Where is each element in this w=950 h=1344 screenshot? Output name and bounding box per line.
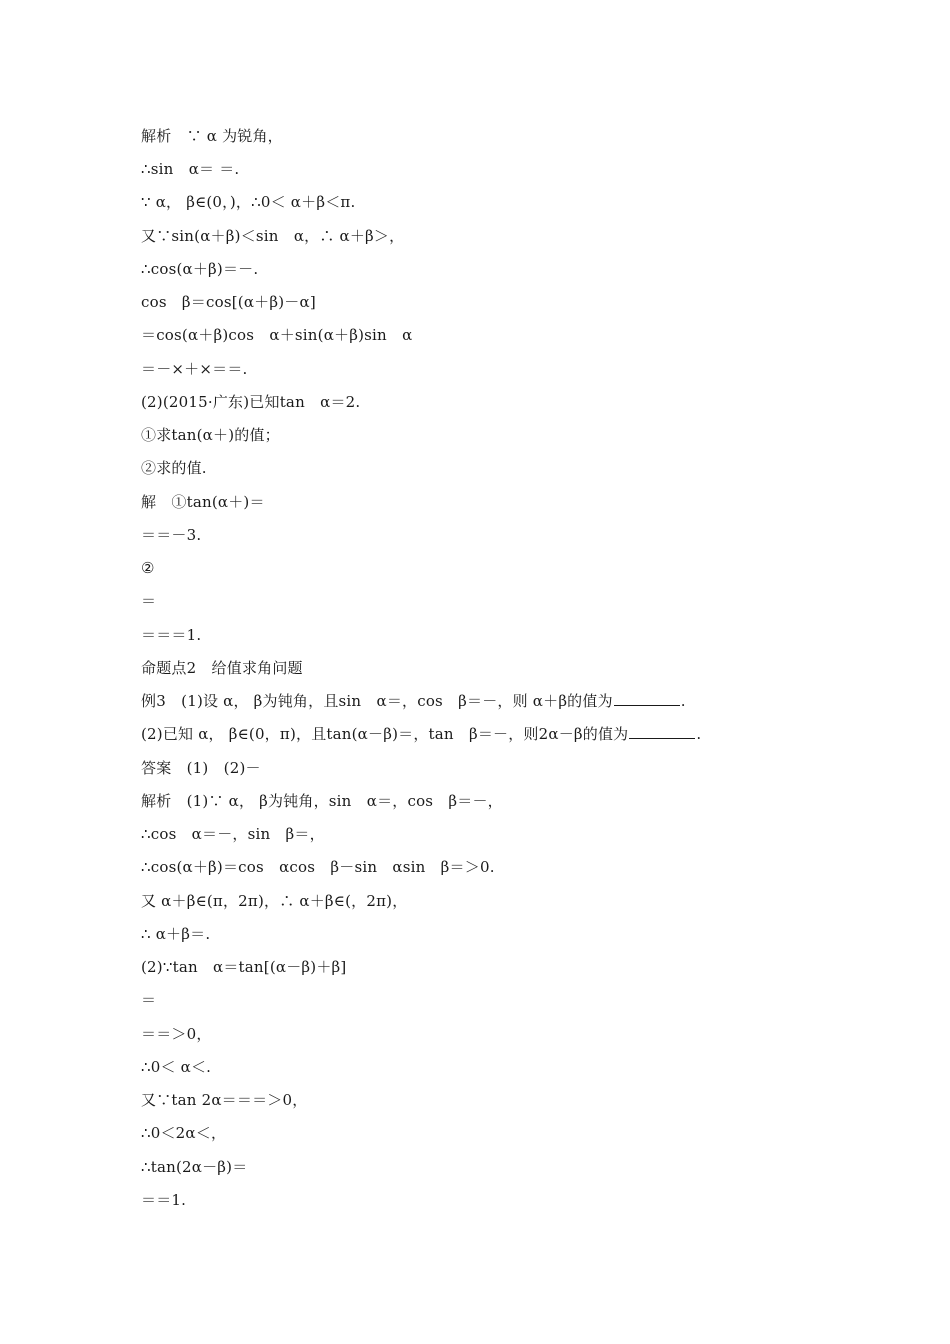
text-line: 又∵tan 2α＝＝＝＞0，	[141, 1091, 308, 1109]
text-line: ∵ α， β∈(0，)，∴0＜ α＋β＜π.	[141, 193, 356, 211]
text-line: ＝	[141, 592, 157, 610]
text-line: ∴cos(α＋β)＝－.	[141, 260, 259, 278]
text-line: ②	[141, 559, 155, 577]
text-line: ∴0＜2α＜，	[141, 1124, 227, 1142]
text-line: ＝	[141, 991, 157, 1009]
example-line	[141, 691, 686, 711]
text-line: ＝＝＝1.	[141, 626, 202, 644]
text-line: ＝＝－3.	[141, 526, 202, 544]
text-line: ＝＝＞0，	[141, 1025, 212, 1043]
text-line: cos β＝cos[(α＋β)－α]	[141, 293, 316, 311]
answer-blank	[614, 691, 680, 706]
example-line	[141, 724, 701, 744]
text-line: (2)∵tan α＝tan[(α－β)＋β]	[141, 958, 347, 976]
text-line: 解析 (1)∵ α， β为钝角，sin α＝，cos β＝－，	[141, 792, 503, 810]
text-line: ＝cos(α＋β)cos α＋sin(α＋β)sin α	[141, 326, 413, 344]
example3-part1-text: 例3 (1)设 α， β为钝角，且sin α＝，cos β＝－，则 α＋β的值为	[141, 692, 613, 710]
text-line: ＝－×＋×＝＝.	[141, 360, 248, 378]
text-line: 又∵sin(α＋β)＜sin α，∴ α＋β＞，	[141, 227, 405, 245]
example3-part2-text: (2)已知 α， β∈(0，π)，且tan(α－β)＝，tan β＝－，则2α－β的值为	[141, 725, 629, 743]
text-line: ②求的值.	[141, 459, 207, 477]
text-line: ∴tan(2α－β)＝	[141, 1158, 248, 1176]
text-line: 解析 ∵ α 为锐角，	[141, 127, 283, 145]
text-line: ＝＝1.	[141, 1191, 187, 1209]
text-line: ∴0＜ α＜.	[141, 1058, 212, 1076]
section-heading: 命题点2 给值求角问题	[141, 659, 303, 677]
text-line: ①求tan(α＋)的值；	[141, 426, 280, 444]
text-line: 答案 (1) (2)－	[141, 759, 261, 777]
example3-part1-end: .	[680, 692, 686, 710]
text-line: ∴cos α＝－，sin β＝，	[141, 825, 325, 843]
answer-blank	[629, 724, 695, 739]
text-line: ∴sin α＝ ＝.	[141, 160, 240, 178]
text-line: (2)(2015·广东)已知tan α＝2.	[141, 393, 361, 411]
text-line: 解 ①tan(α＋)＝	[141, 493, 265, 511]
text-line: 又 α＋β∈(π，2π)，∴ α＋β∈(，2π)，	[141, 892, 408, 910]
example3-part2-end: .	[696, 725, 702, 743]
text-line: ∴ α＋β＝.	[141, 925, 211, 943]
text-line: ∴cos(α＋β)＝cos αcos β－sin αsin β＝＞0.	[141, 858, 495, 876]
